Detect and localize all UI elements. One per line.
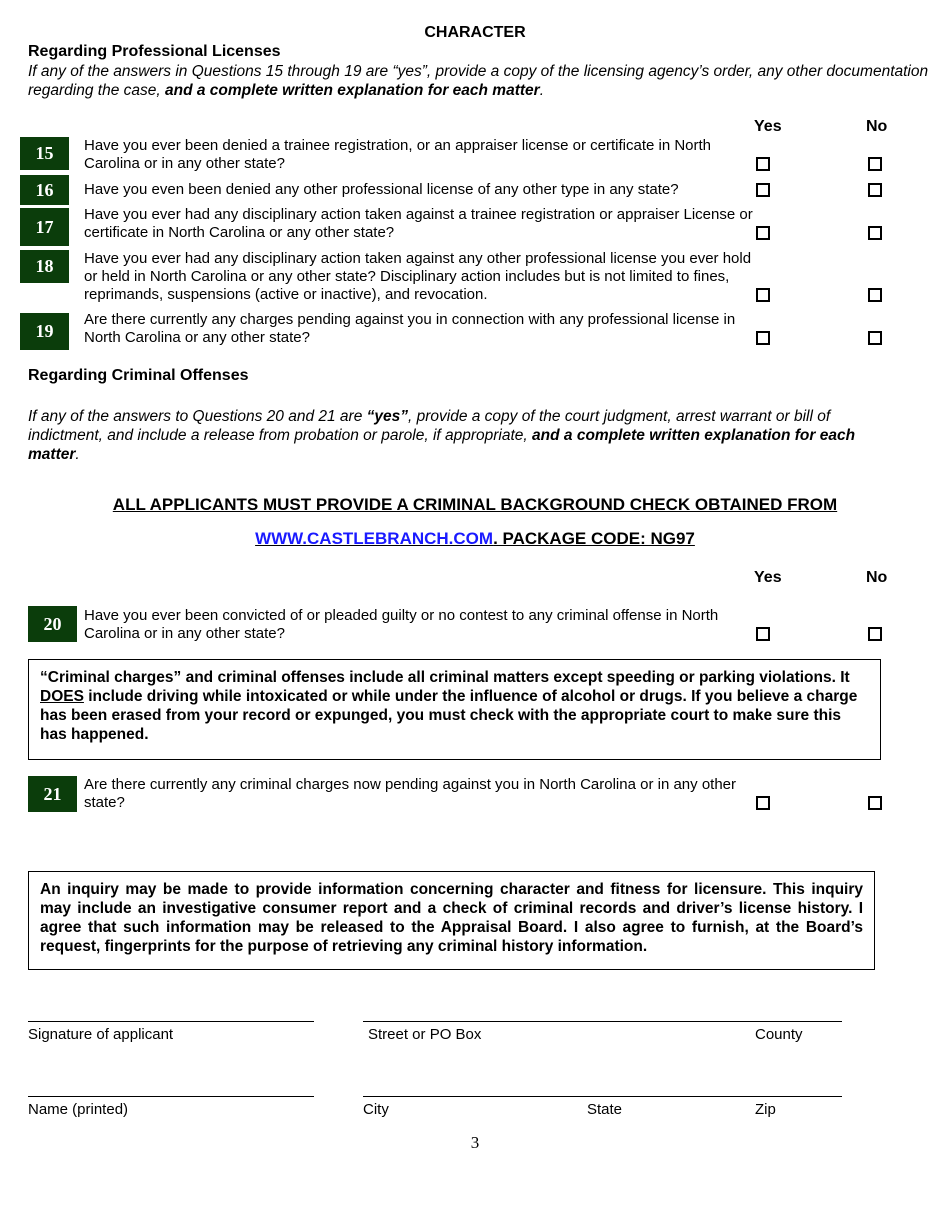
licenses-instruction-text: If any of the answers in Questions 15 through 19 are “yes”, provide a copy of the licensing agency’s order, any other documentation regarding the case, — [28, 63, 929, 99]
question-18-text: Have you ever had any disciplinary action taken against any other professional license you ever hold or held in North Carolina or any other state? Disciplinary action includes but is not limited to fines, reprimands, suspensions (active or inactive), and revocation. — [84, 250, 752, 303]
signature-line[interactable] — [28, 1021, 314, 1022]
no-column-header: No — [866, 118, 888, 135]
criminal-charges-text-1: “Criminal charges” and criminal offenses include all criminal matters except speeding or parking violations. It — [40, 669, 850, 686]
question-17-yes-checkbox[interactable] — [756, 226, 770, 240]
licenses-heading: Regarding Professional Licenses — [28, 43, 281, 60]
question-21-text: Are there currently any criminal charges now pending against you in North Carolina or in any other state? — [84, 776, 737, 811]
page-title: CHARACTER — [424, 24, 526, 41]
question-19-yes-checkbox[interactable] — [756, 331, 770, 345]
criminal-heading: Regarding Criminal Offenses — [28, 367, 249, 384]
county-label: County — [755, 1026, 803, 1043]
question-20-yes-checkbox[interactable] — [756, 627, 770, 641]
criminal-instruction-end: . — [75, 446, 80, 463]
question-number-19: 19 — [20, 313, 69, 350]
question-16-no-checkbox[interactable] — [868, 183, 882, 197]
question-21-yes-checkbox[interactable] — [756, 796, 770, 810]
no-column-header-2: No — [866, 569, 888, 586]
question-number-20: 20 — [28, 606, 77, 642]
question-16-text: Have you even been denied any other professional license of any other type in any state? — [84, 181, 679, 198]
page-number: 3 — [470, 1133, 480, 1152]
question-number-21: 21 — [28, 776, 77, 812]
criminal-charges-notice-box — [28, 659, 881, 760]
licenses-instruction-end: . — [539, 82, 544, 99]
question-number-18: 18 — [20, 250, 69, 283]
background-check-notice: ALL APPLICANTS MUST PROVIDE A CRIMINAL BACKGROUND CHECK OBTAINED FROM — [112, 495, 838, 514]
question-16-yes-checkbox[interactable] — [756, 183, 770, 197]
background-check-package — [0, 529, 950, 549]
question-18-yes-checkbox[interactable] — [756, 288, 770, 302]
criminal-instruction-text-2: , provide a copy of the court judgment, arrest warrant or bill of indictment, and include a release from probation or parole, if appropriate, — [28, 408, 831, 444]
question-number-15: 15 — [20, 137, 69, 170]
question-18-no-checkbox[interactable] — [868, 288, 882, 302]
address-line[interactable] — [363, 1021, 842, 1022]
question-15-no-checkbox[interactable] — [868, 157, 882, 171]
name-label: Name (printed) — [28, 1101, 129, 1118]
question-17-text: Have you ever had any disciplinary action taken against a trainee registration or appraiser License or certificate in North Carolina or any other state? — [84, 206, 753, 241]
question-19-text: Are there currently any charges pending against you in connection with any professional license in North Carolina or any other state? — [84, 311, 736, 346]
criminal-instruction-yes: “yes” — [366, 408, 408, 425]
yes-column-header: Yes — [754, 118, 782, 135]
zip-label: Zip — [755, 1101, 776, 1118]
signature-label: Signature of applicant — [28, 1026, 174, 1043]
question-15-yes-checkbox[interactable] — [756, 157, 770, 171]
criminal-instruction — [28, 407, 908, 464]
question-20-text: Have you ever been convicted of or pleaded guilty or no contest to any criminal offense in North Carolina or in any other state? — [84, 607, 719, 642]
inquiry-consent-box: An inquiry may be made to provide information concerning character and fitness for licensure. This inquiry may include an investigative consumer report and a check of criminal records and driver’s license history. I agree that such information may be released to the Appraisal Board. I also agree to furnish, at the Board’s request, fingerprints for the purpose of retrieving any criminal history information. — [28, 871, 875, 970]
question-20-no-checkbox[interactable] — [868, 627, 882, 641]
question-15-text: Have you ever been denied a trainee registration, or an appraiser license or certificate in North Carolina or in any other state? — [84, 137, 712, 172]
yes-column-header-2: Yes — [754, 569, 782, 586]
city-state-zip-line[interactable] — [363, 1096, 842, 1097]
question-number-16: 16 — [20, 175, 69, 205]
name-line[interactable] — [28, 1096, 314, 1097]
licenses-instruction — [28, 62, 933, 100]
licenses-instruction-bold: and a complete written explanation for each matter — [165, 82, 540, 99]
question-17-no-checkbox[interactable] — [868, 226, 882, 240]
criminal-charges-text-2: include driving while intoxicated or while under the influence of alcohol or drugs. If you believe a charge has been erased from your record or expunged, you must check with the appropriate court to make sure this has happened. — [40, 688, 858, 743]
package-code: . PACKAGE CODE: NG97 — [493, 529, 695, 548]
city-label: City — [363, 1101, 389, 1118]
question-number-17: 17 — [20, 208, 69, 246]
question-21-no-checkbox[interactable] — [868, 796, 882, 810]
criminal-charges-does: DOES — [40, 688, 84, 705]
criminal-instruction-text-1: If any of the answers to Questions 20 and 21 are — [28, 408, 367, 425]
street-label: Street or PO Box — [368, 1026, 482, 1043]
castlebranch-link[interactable]: WWW.CASTLEBRANCH.COM — [255, 529, 494, 548]
question-19-no-checkbox[interactable] — [868, 331, 882, 345]
state-label: State — [587, 1101, 623, 1118]
criminal-instruction-bold: and a complete written explanation for each matter — [28, 427, 856, 463]
